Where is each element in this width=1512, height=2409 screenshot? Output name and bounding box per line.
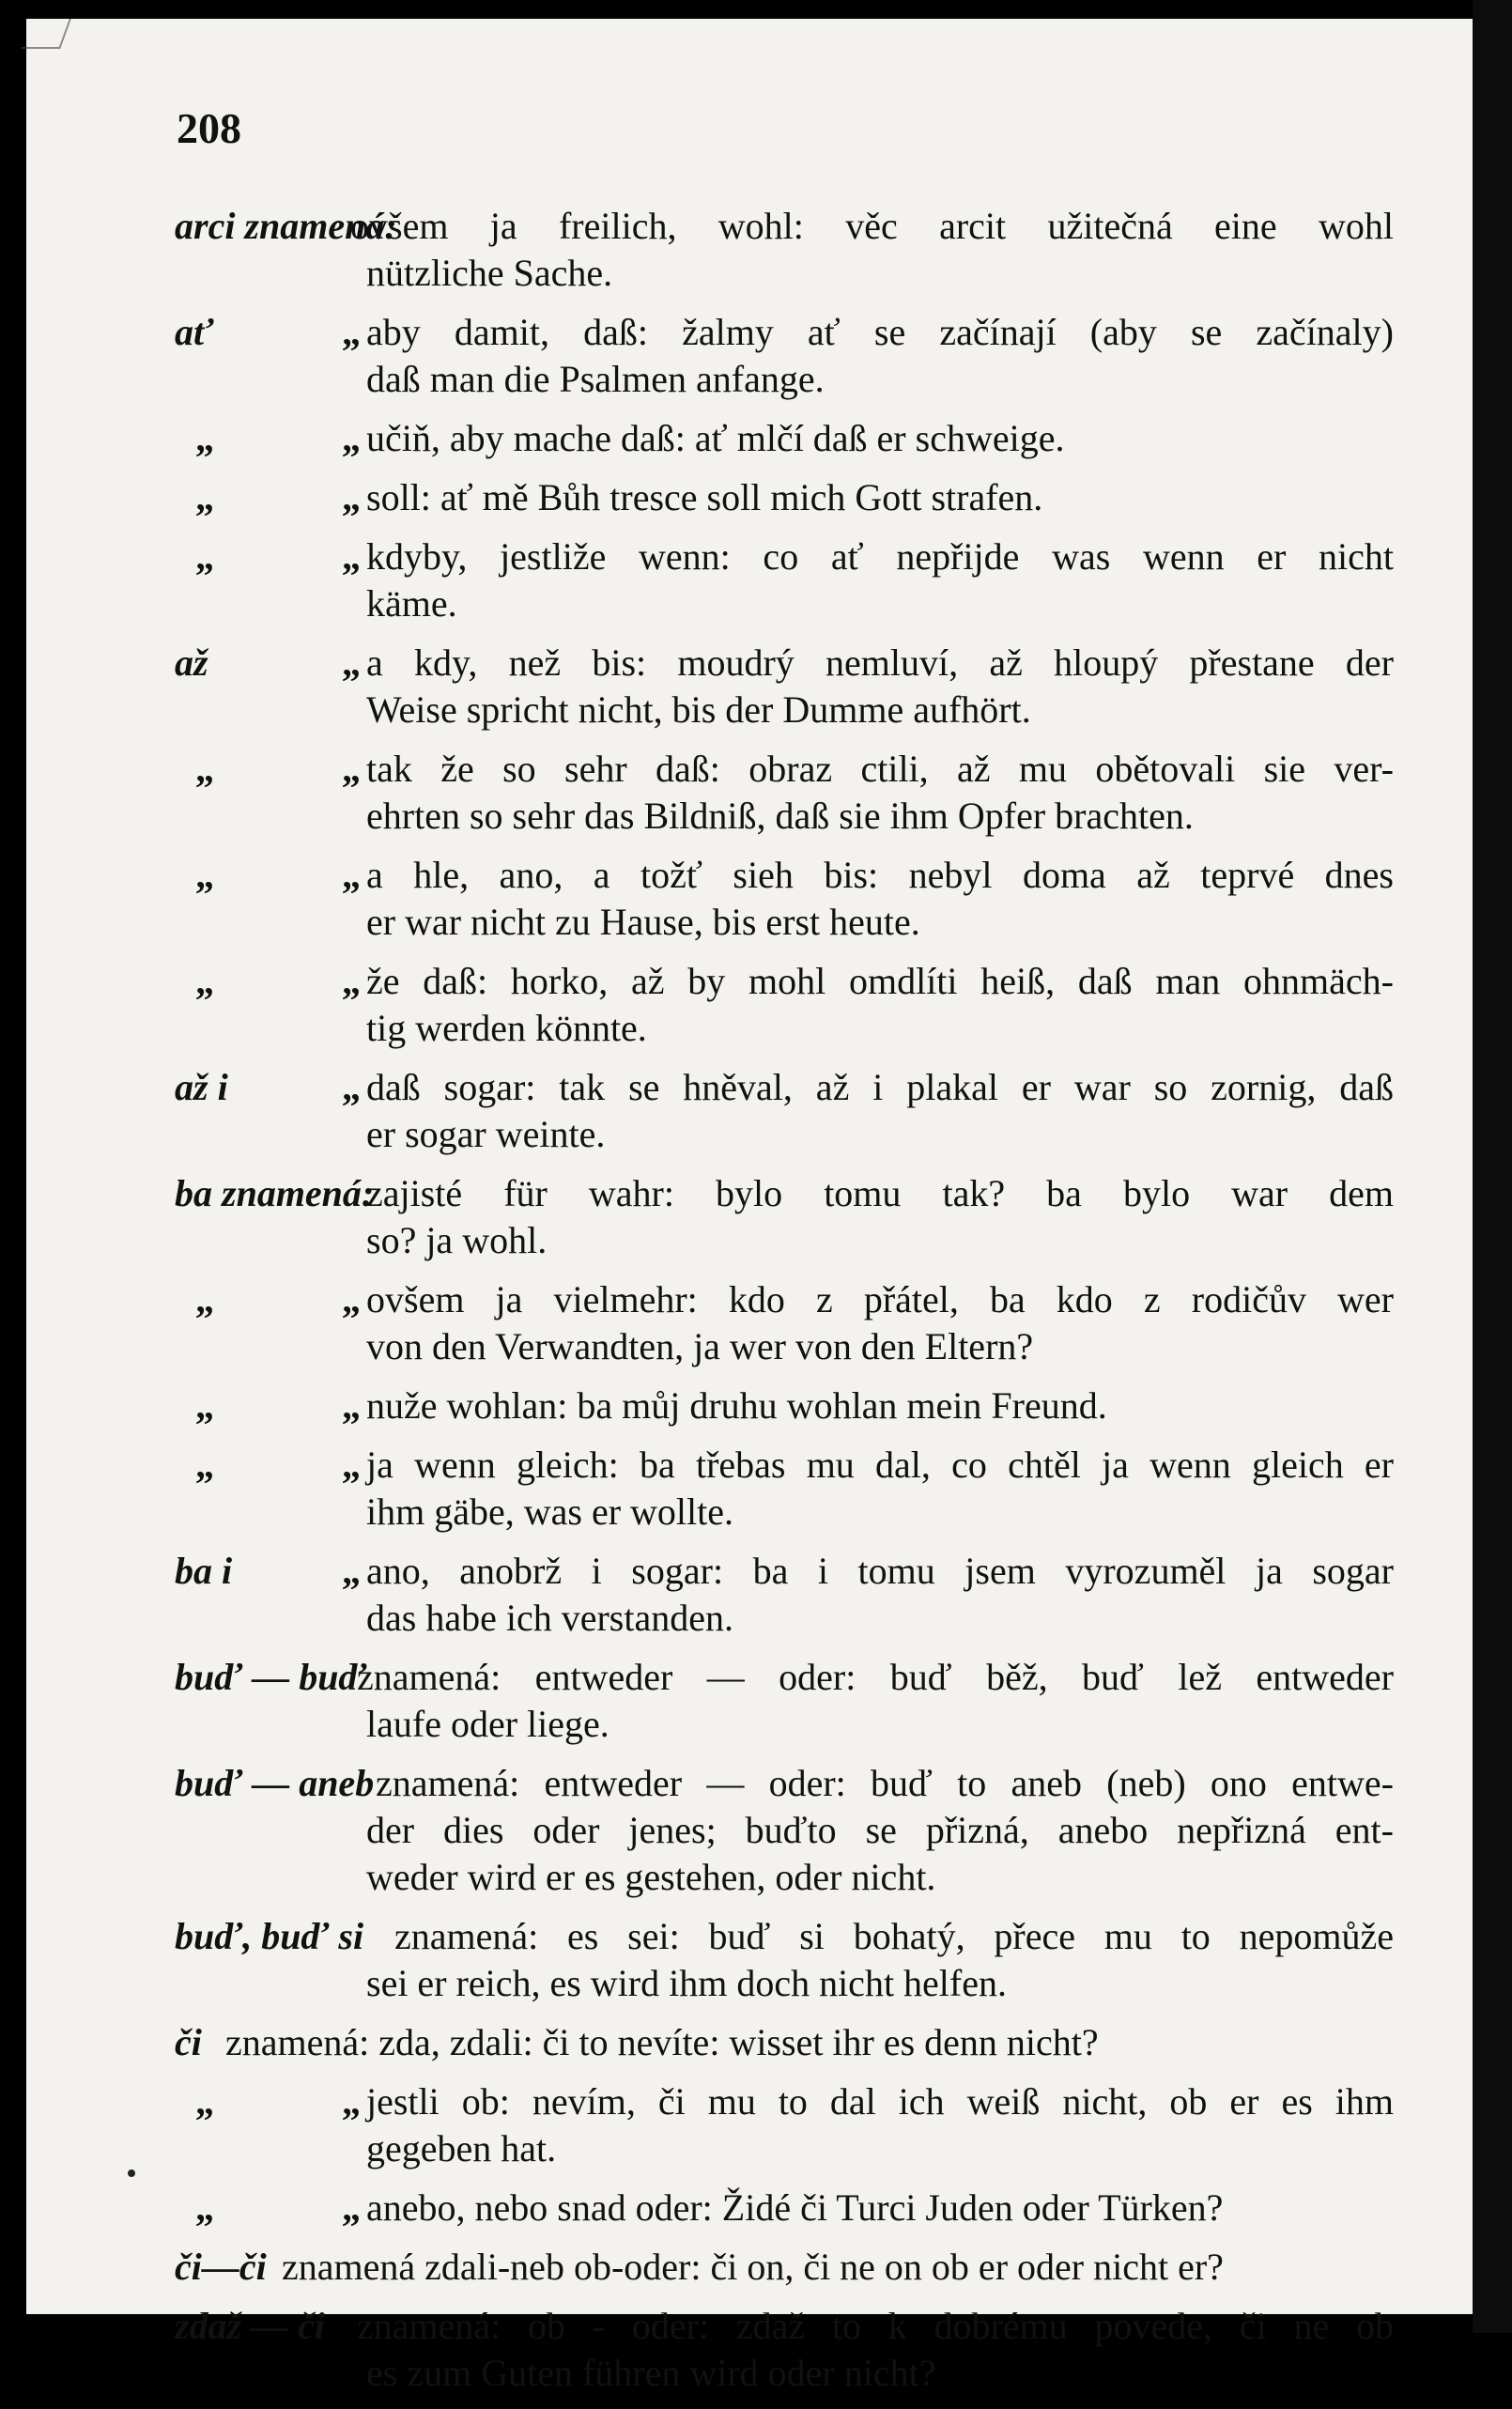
entry-line	[26, 746, 1473, 793]
entry-headword: ba znamená:	[175, 1172, 375, 1214]
entry-text: anebo, nebo snad oder: Židé či Turci Juden oder Türken?	[366, 2186, 1224, 2229]
ink-speck	[128, 2170, 135, 2177]
entry-headword: či—či	[175, 2246, 267, 2288]
ditto-mark: „	[342, 1066, 361, 1108]
entry-headword: zdaž — či	[175, 2305, 325, 2347]
entry-line	[26, 1382, 1473, 1429]
entry-headword: či	[175, 2021, 202, 2063]
dictionary-entry	[26, 1760, 1473, 1913]
ditto-mark: „	[342, 2080, 361, 2123]
entry-headword: ba i	[175, 1550, 233, 1592]
entry-text: das habe ich verstanden.	[366, 1597, 733, 1639]
entry-text: znamená: entweder — oder: buď to aneb (neb) ono entwe-	[376, 1762, 1394, 1804]
entry-text: nuže wohlan: ba můj druhu wohlan mein Freund.	[366, 1384, 1107, 1427]
entry-line	[26, 2303, 1473, 2350]
entry-text: es zum Guten führen wird oder nicht?	[366, 2352, 936, 2394]
dictionary-entry	[26, 852, 1473, 958]
ditto-mark: „	[195, 1278, 214, 1320]
entry-text: že daß: horko, až by mohl omdlíti heiß, daß man ohnmäch-	[366, 960, 1394, 1002]
entry-text: ovšem ja freilich, wohl: věc arcit užitečná eine wohl	[350, 205, 1394, 247]
entry-line	[26, 1595, 1473, 1642]
entry-line	[26, 1005, 1473, 1052]
entry-text: laufe oder liege.	[366, 1703, 609, 1745]
entry-text: tak že so sehr daß: obraz ctili, až mu obětovali sie ver-	[366, 748, 1394, 790]
entry-text: so? ja wohl.	[366, 1219, 548, 1261]
ditto-mark: „	[342, 1384, 361, 1427]
entry-line	[26, 1807, 1473, 1854]
entry-line	[26, 793, 1473, 840]
entry-line	[26, 580, 1473, 627]
ditto-mark: „	[342, 417, 361, 459]
dictionary-entry	[26, 1382, 1473, 1442]
page-corner-fold	[21, 19, 71, 49]
entry-text: Weise spricht nicht, bis der Dumme aufhört.	[366, 688, 1031, 731]
entry-line	[26, 203, 1473, 250]
entry-line	[26, 1913, 1473, 1960]
entry-text: der dies oder jenes; buďto se přizná, anebo nepřizná ent-	[366, 1809, 1394, 1851]
entry-line	[26, 1111, 1473, 1158]
ditto-mark: „	[342, 311, 361, 353]
entry-text: a hle, ano, a tožť sieh bis: nebyl doma až teprvé dnes	[366, 854, 1394, 896]
dictionary-entry	[26, 2303, 1473, 2409]
entry-line	[26, 1442, 1473, 1489]
entry-line	[26, 852, 1473, 899]
dictionary-entry	[26, 533, 1473, 640]
entry-text: ano, anobrž i sogar: ba i tomu jsem vyrozuměl ja sogar	[366, 1550, 1394, 1592]
entry-line	[26, 2078, 1473, 2125]
dictionary-entry	[26, 746, 1473, 852]
entry-line	[26, 1760, 1473, 1807]
entry-text: znamená: ob - oder: zdaž to k dobrému povede, či ne ob	[357, 2305, 1394, 2347]
ditto-mark: „	[342, 641, 361, 684]
entry-line	[26, 1064, 1473, 1111]
entry-line	[26, 1217, 1473, 1264]
ditto-mark: „	[195, 535, 214, 578]
ditto-mark: „	[195, 1384, 214, 1427]
entry-text: kdyby, jestliže wenn: co ať nepřijde was wenn er nicht	[366, 535, 1394, 578]
entry-text: sei er reich, es wird ihm doch nicht helfen.	[366, 1962, 1007, 2004]
dictionary-entry	[26, 2185, 1473, 2244]
entry-text: von den Verwandten, ja wer von den Eltern?	[366, 1325, 1034, 1367]
ditto-mark: „	[195, 2186, 214, 2229]
ditto-mark: „	[342, 535, 361, 578]
entry-text: tig werden könnte.	[366, 1007, 647, 1049]
entry-text: znamená: es sei: buď si bohatý, přece mu to nepomůže	[394, 1915, 1394, 1957]
entry-text: er war nicht zu Hause, bis erst heute.	[366, 901, 920, 943]
scan-edge	[1473, 0, 1512, 2333]
entry-text: ehrten so sehr das Bildniß, daß sie ihm Opfer brachten.	[366, 795, 1194, 837]
dictionary-entry	[26, 415, 1473, 474]
entry-line	[26, 640, 1473, 687]
dictionary-entry	[26, 1064, 1473, 1170]
ditto-mark: „	[342, 748, 361, 790]
entry-line	[26, 899, 1473, 946]
entry-line	[26, 2125, 1473, 2172]
entry-headword: ať	[175, 311, 214, 353]
entry-text: a kdy, než bis: moudrý nemluví, až hloupý přestane der	[366, 641, 1394, 684]
ditto-mark: „	[342, 1444, 361, 1486]
entry-text: daß man die Psalmen anfange.	[366, 358, 825, 400]
entry-text: znamená zdali-neb ob-oder: či on, či ne on ob er oder nicht er?	[282, 2246, 1224, 2288]
dictionary-entries	[26, 203, 1473, 2409]
entry-headword: až	[175, 641, 208, 684]
entry-headword: buď — aneb	[175, 1762, 375, 1804]
ditto-mark: „	[195, 960, 214, 1002]
entry-line	[26, 2185, 1473, 2231]
entry-line	[26, 1489, 1473, 1536]
entry-line	[26, 2019, 1473, 2066]
dictionary-entry	[26, 2078, 1473, 2185]
entry-text: znamená: zda, zdali: či to nevíte: wisset ihr es denn nicht?	[225, 2021, 1099, 2063]
entry-text: aby damit, daß: žalmy ať se začínají (aby se začínaly)	[366, 311, 1394, 353]
dictionary-entry	[26, 1548, 1473, 1654]
entry-line	[26, 533, 1473, 580]
dictionary-entry	[26, 1913, 1473, 2019]
ditto-mark: „	[342, 2186, 361, 2229]
entry-line	[26, 1276, 1473, 1323]
entry-text: gegeben hat.	[366, 2127, 557, 2170]
entry-text: jestli ob: nevím, či mu to dal ich weiß nicht, ob er es ihm	[366, 2080, 1394, 2123]
entry-text: znamená: entweder — oder: buď běž, buď lež entweder	[357, 1656, 1394, 1698]
dictionary-entry	[26, 474, 1473, 533]
entry-text: zajisté für wahr: bylo tomu tak? ba bylo war dem	[366, 1172, 1394, 1214]
entry-text: ovšem ja vielmehr: kdo z přátel, ba kdo z rodičův wer	[366, 1278, 1394, 1320]
dictionary-entry	[26, 1276, 1473, 1382]
entry-text: ja wenn gleich: ba třebas mu dal, co chtěl ja wenn gleich er	[366, 1444, 1394, 1486]
dictionary-entry	[26, 1442, 1473, 1548]
entry-text: weder wird er es gestehen, oder nicht.	[366, 1856, 936, 1898]
ditto-mark: „	[342, 960, 361, 1002]
entry-headword: až i	[175, 1066, 228, 1108]
entry-text: käme.	[366, 582, 457, 625]
entry-line	[26, 958, 1473, 1005]
entry-text: daß sogar: tak se hněval, až i plakal er war so zornig, daß	[366, 1066, 1394, 1108]
entry-headword: arci znamená:	[175, 205, 397, 247]
ditto-mark: „	[195, 854, 214, 896]
entry-line	[26, 415, 1473, 462]
ditto-mark: „	[195, 476, 214, 518]
book-page	[26, 19, 1475, 2394]
dictionary-entry	[26, 2019, 1473, 2078]
entry-line	[26, 1654, 1473, 1701]
entry-line	[26, 2244, 1473, 2291]
dictionary-entry	[26, 2244, 1473, 2303]
entry-line	[26, 356, 1473, 403]
entry-headword: buď — buď	[175, 1656, 367, 1698]
entry-line	[26, 474, 1473, 521]
entry-line	[26, 1960, 1473, 2007]
entry-line	[26, 1854, 1473, 1901]
dictionary-entry	[26, 958, 1473, 1064]
ditto-mark: „	[195, 748, 214, 790]
entry-line	[26, 309, 1473, 356]
entry-line	[26, 1701, 1473, 1748]
ditto-mark: „	[342, 1278, 361, 1320]
ditto-mark: „	[195, 2080, 214, 2123]
ditto-mark: „	[195, 1444, 214, 1486]
entry-text: nützliche Sache.	[366, 252, 613, 294]
dictionary-entry	[26, 1170, 1473, 1276]
ditto-mark: „	[342, 1550, 361, 1592]
entry-line	[26, 2350, 1473, 2397]
entry-text: soll: ať mě Bůh tresce soll mich Gott strafen.	[366, 476, 1043, 518]
entry-line	[26, 1170, 1473, 1217]
ditto-mark: „	[195, 417, 214, 459]
entry-headword: buď, buď si	[175, 1915, 364, 1957]
entry-line	[26, 1548, 1473, 1595]
ditto-mark: „	[342, 854, 361, 896]
entry-text: učiň, aby mache daß: ať mlčí daß er schweige.	[366, 417, 1065, 459]
entry-text: ihm gäbe, was er wollte.	[366, 1490, 733, 1533]
dictionary-entry	[26, 1654, 1473, 1760]
dictionary-entry	[26, 640, 1473, 746]
entry-text: er sogar weinte.	[366, 1113, 606, 1155]
entry-line	[26, 250, 1473, 297]
dictionary-entry	[26, 309, 1473, 415]
ditto-mark: „	[342, 476, 361, 518]
page-number: 208	[177, 104, 241, 152]
entry-line	[26, 1323, 1473, 1370]
entry-line	[26, 687, 1473, 734]
dictionary-entry	[26, 203, 1473, 309]
